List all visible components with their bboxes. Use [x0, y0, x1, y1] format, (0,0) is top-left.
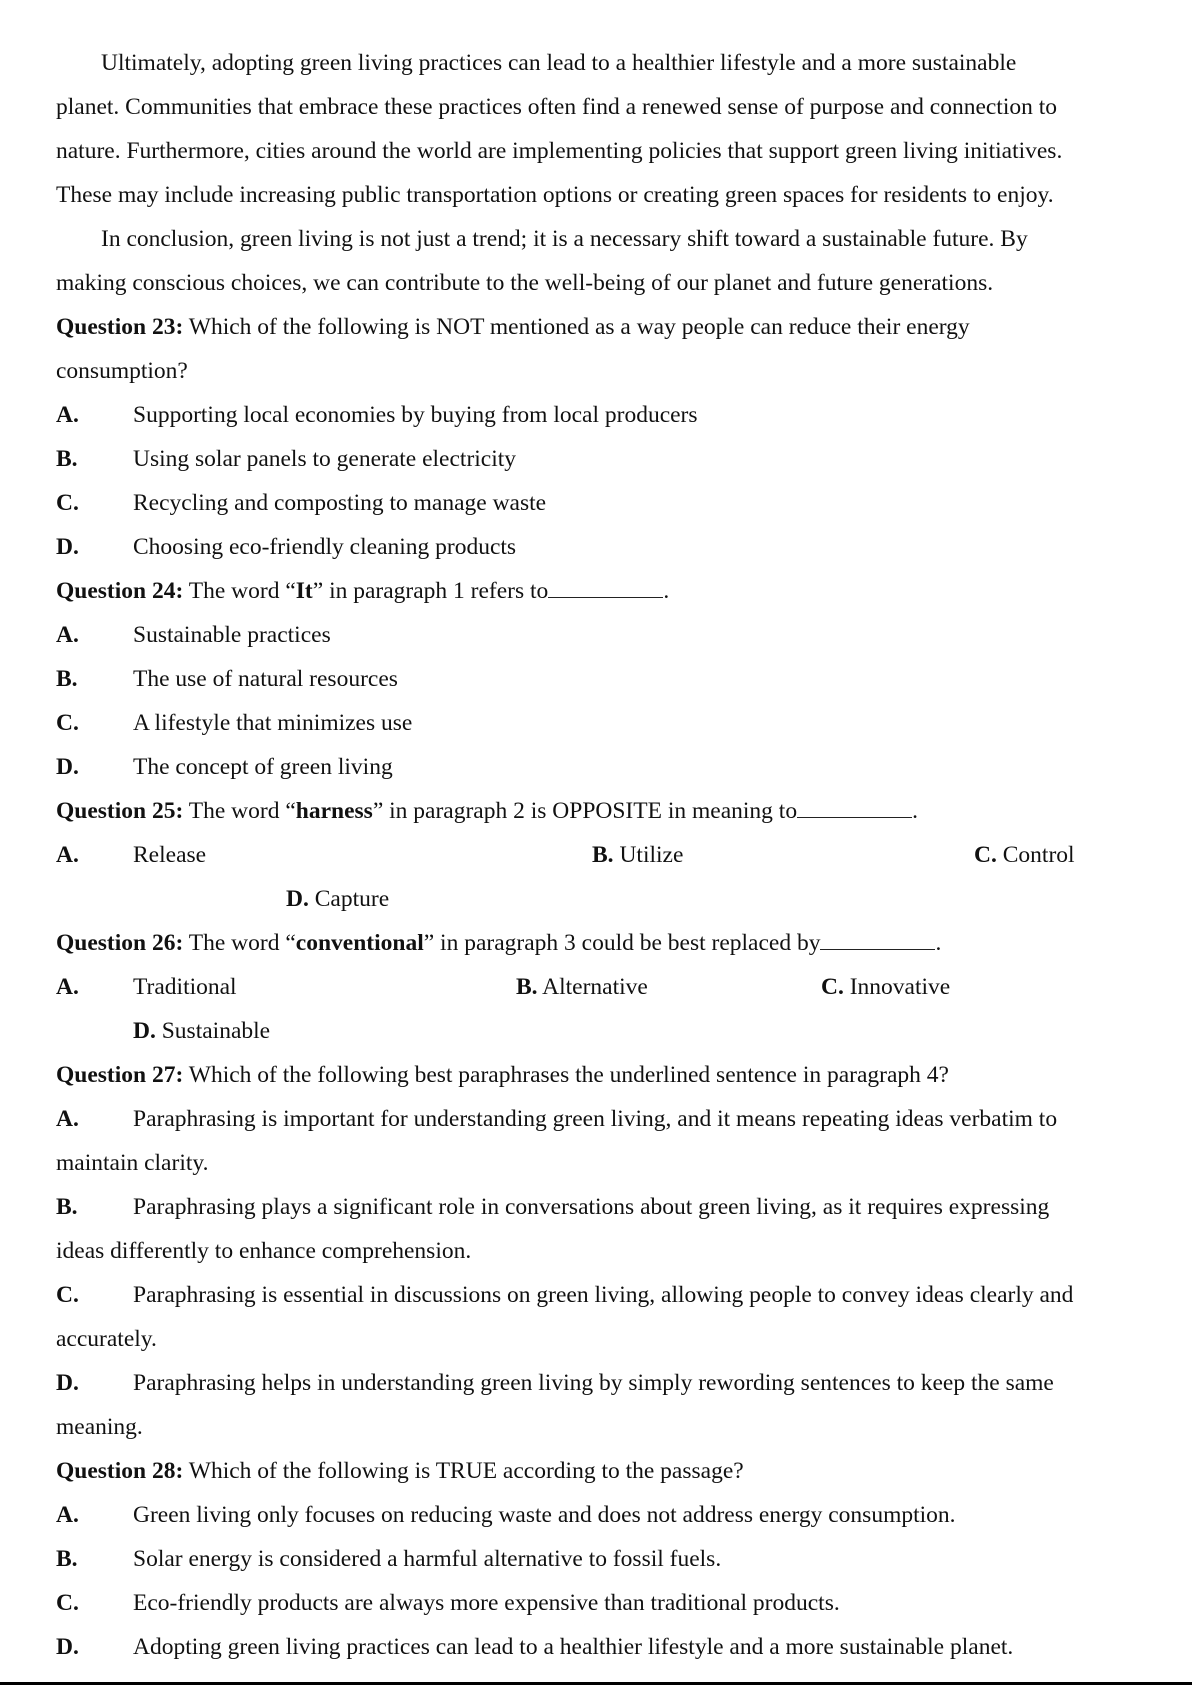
option-text: Eco-friendly products are always more expensive than traditional products.	[133, 1590, 840, 1616]
option-text: Sustainable	[155, 1018, 271, 1044]
question-keyword: harness	[295, 798, 373, 824]
option-text: Release	[133, 842, 207, 868]
question-stem	[56, 928, 941, 958]
option-letter: C.	[56, 490, 79, 516]
option-letter: D.	[286, 886, 309, 912]
option-text-continued: ideas differently to enhance comprehension.	[56, 1238, 472, 1264]
question-text: Which of the following is TRUE according to the passage?	[183, 1458, 744, 1484]
question-label: Question 23:	[56, 314, 184, 340]
answer-blank	[820, 929, 935, 950]
option-letter: B.	[516, 974, 538, 1000]
option-letter: C.	[56, 1282, 79, 1308]
option-letter: B.	[56, 1546, 78, 1572]
option-text: Using solar panels to generate electricity	[133, 446, 517, 472]
option-text: Traditional	[133, 974, 237, 1000]
option-text: Choosing eco-friendly cleaning products	[133, 534, 517, 560]
answer-blank	[797, 797, 912, 818]
question-label: Question 25:	[56, 798, 184, 824]
question-stem	[56, 576, 669, 606]
answer-blank	[548, 577, 663, 598]
option-text: Paraphrasing plays a significant role in conversations about green living, as it requires expressing	[133, 1194, 1050, 1220]
option-text: Supporting local economies by buying from local producers	[133, 402, 698, 428]
option-text: Innovative	[843, 974, 951, 1000]
option-text: A lifestyle that minimizes use	[133, 710, 413, 736]
question-stem	[56, 796, 918, 826]
question-stem	[56, 312, 970, 342]
question-text: The word “	[183, 578, 296, 604]
option-letter: A.	[56, 622, 79, 648]
option-letter: A.	[56, 974, 79, 1000]
passage-line: In conclusion, green living is not just a trend; it is a necessary shift toward a sustainable future. By	[101, 226, 1028, 252]
option-letter: B.	[592, 842, 614, 868]
option-b[interactable]	[516, 972, 648, 1002]
option-text: Green living only focuses on reducing waste and does not address energy consumption.	[133, 1502, 956, 1528]
question-label: Question 24:	[56, 578, 184, 604]
option-text-continued: maintain clarity.	[56, 1150, 209, 1176]
option-letter: B.	[56, 1194, 78, 1220]
question-text: The word “	[183, 798, 296, 824]
option-text: Utilize	[613, 842, 684, 868]
passage-line: nature. Furthermore, cities around the world are implementing policies that support green living initiatives.	[56, 138, 1063, 164]
passage-line: Ultimately, adopting green living practices can lead to a healthier lifestyle and a more sustainable	[101, 50, 1017, 76]
option-c[interactable]	[974, 840, 1075, 870]
option-c[interactable]	[821, 972, 950, 1002]
question-end: .	[663, 578, 670, 604]
question-text: Which of the following is NOT mentioned as a way people can reduce their energy	[183, 314, 970, 340]
option-letter: B.	[56, 446, 78, 472]
passage-line: planet. Communities that embrace these practices often find a renewed sense of purpose and connection to	[56, 94, 1058, 120]
question-text: The word “	[183, 930, 296, 956]
option-b[interactable]	[592, 840, 683, 870]
option-letter: A.	[56, 1502, 79, 1528]
option-letter: C.	[974, 842, 997, 868]
option-letter: D.	[56, 1634, 79, 1660]
option-letter: B.	[56, 666, 78, 692]
question-keyword: It	[295, 578, 313, 604]
option-letter: A.	[56, 842, 79, 868]
option-text: Paraphrasing is important for understanding green living, and it means repeating ideas verbatim to	[133, 1106, 1058, 1132]
option-d[interactable]	[286, 884, 389, 914]
passage-line: making conscious choices, we can contribute to the well-being of our planet and future generations.	[56, 270, 994, 296]
option-d[interactable]	[133, 1016, 270, 1046]
option-text: Recycling and composting to manage waste	[133, 490, 547, 516]
option-letter: A.	[56, 1106, 79, 1132]
option-text: Paraphrasing helps in understanding green living by simply rewording sentences to keep the same	[133, 1370, 1054, 1396]
question-text: ” in paragraph 2 is OPPOSITE in meaning to	[372, 798, 798, 824]
question-stem	[56, 1060, 949, 1090]
option-letter: C.	[821, 974, 844, 1000]
question-end: .	[912, 798, 918, 824]
question-text-continued: consumption?	[56, 358, 188, 384]
option-text: Capture	[308, 886, 390, 912]
option-letter: D.	[56, 534, 79, 560]
option-letter: C.	[56, 710, 79, 736]
option-letter: D.	[133, 1018, 156, 1044]
question-stem	[56, 1456, 744, 1486]
option-text: The use of natural resources	[133, 666, 398, 692]
question-label: Question 27:	[56, 1062, 184, 1088]
option-text: Paraphrasing is essential in discussions on green living, allowing people to convey ideas clearly and	[133, 1282, 1074, 1308]
option-text: Control	[996, 842, 1075, 868]
option-letter: A.	[56, 402, 79, 428]
question-text: ” in paragraph 1 refers to	[312, 578, 549, 604]
option-text: Adopting green living practices can lead to a healthier lifestyle and a more sustainable planet.	[133, 1634, 1014, 1660]
option-text: Solar energy is considered a harmful alternative to fossil fuels.	[133, 1546, 722, 1572]
question-label: Question 26:	[56, 930, 184, 956]
question-keyword: conventional	[295, 930, 424, 956]
option-letter: C.	[56, 1590, 79, 1616]
option-text: Alternative	[537, 974, 648, 1000]
option-text-continued: meaning.	[56, 1414, 143, 1440]
option-text: Sustainable practices	[133, 622, 331, 648]
option-letter: D.	[56, 754, 79, 780]
option-letter: D.	[56, 1370, 79, 1396]
question-end: .	[935, 930, 942, 956]
passage-line: These may include increasing public transportation options or creating green spaces for residents to enjoy.	[56, 182, 1054, 208]
option-text: The concept of green living	[133, 754, 393, 780]
question-text: Which of the following best paraphrases the underlined sentence in paragraph 4?	[183, 1062, 949, 1088]
question-text: ” in paragraph 3 could be best replaced by	[423, 930, 821, 956]
option-text-continued: accurately.	[56, 1326, 157, 1352]
question-label: Question 28:	[56, 1458, 184, 1484]
